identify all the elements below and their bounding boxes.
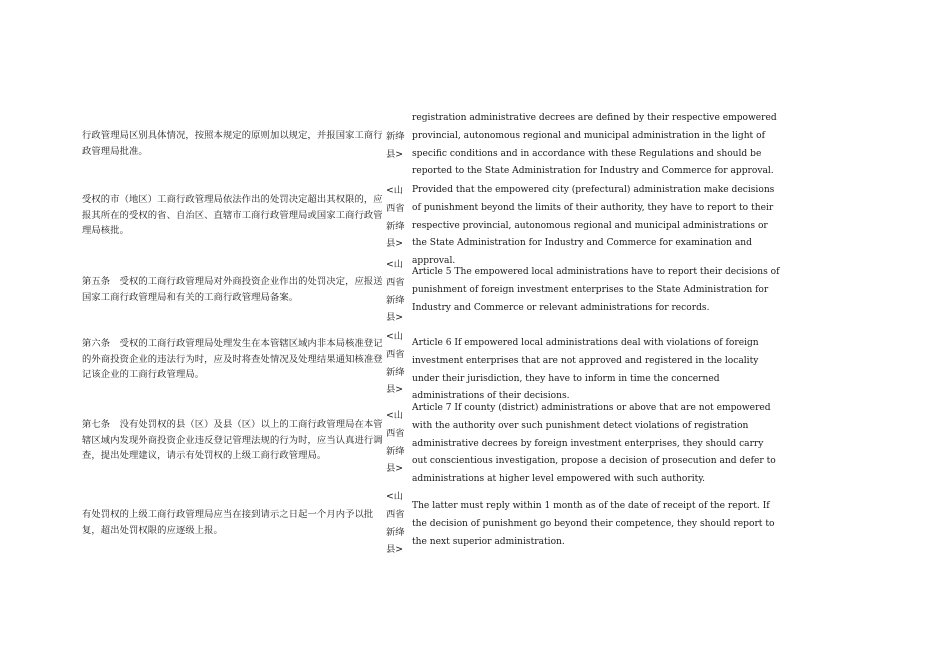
chinese-text-3: 第五条 受权的工商行政管理局对外商投资企业作出的处罚决定，应报送国家工商行政管理局和有关的工商行政管理局备案。 [82, 276, 383, 303]
location-tag-5: <山西省新绛县> [386, 407, 410, 478]
location-tag-4: <山西省新绛县> [386, 328, 410, 399]
english-text-3: Article 5 The empowered local administrations have to report their decisions of punishment of foreign investment enterprises to the State Administration for Industry and Commerce or relevant administrations for records. [412, 267, 780, 313]
english-text-4: Article 6 If empowered local administrations deal with violations of foreign investment enterprises that are not approved and registered in the locality under their jurisdiction, they have to inform in time the concerned administrations of their decisions. [412, 338, 759, 402]
chinese-text-6: 有处罚权的上级工商行政管理局应当在接到请示之日起一个月内予以批复，超出处罚权限的应逐级上报。 [82, 509, 374, 536]
chinese-text-5: 第七条 没有处罚权的县（区）及县（区）以上的工商行政管理局在本管辖区域内发现外商投资企业违反登记管理法规的行为时，应当认真进行调查，提出处理建议，请示有处罚权的上级工商行政管理局。 [82, 419, 383, 461]
english-text-2: Provided that the empowered city (prefectural) administration make decisions of punishment beyond the limits of their authority, they have to report to their respective provincial, autonomous regional and municipal administrations or the State Administration for Industry and Commerce for examination and approval. [412, 185, 775, 267]
english-text-6: The latter must reply within 1 month as of the date of receipt of the report. If the decision of punishment go beyond their competence, they should report to the next superior administration. [412, 501, 775, 547]
chinese-text-4: 第六条 受权的工商行政管理局处理发生在本管辖区域内非本局核准登记的外商投资企业的违法行为时，应及时将查处情况及处理结果通知核准登记该企业的工商行政管理局。 [82, 338, 383, 380]
location-tag-2: <山西省新绛县> [386, 182, 410, 253]
location-tag-6: <山西省新绛县> [386, 488, 410, 559]
english-text-5: Article 7 If county (district) administrations or above that are not empowered with the authority over such punishment detect violations of registration administrative decrees by foreign investment enterprises, they should carry out conscientious investigation, propose a decision of prosecution and defer to administrations at higher level empowered with such authority. [412, 403, 776, 485]
chinese-text-1: 行政管理局区别具体情况，按照本规定的原则加以规定，并报国家工商行政管理局批准。 [82, 130, 383, 157]
location-tag-1: 新绛县> [386, 128, 410, 164]
chinese-text-2: 受权的市（地区）工商行政管理局依法作出的处罚决定超出其权限的，应报其所在的受权的省、自治区、直辖市工商行政管理局或国家工商行政管理局核批。 [82, 194, 383, 236]
location-tag-3: <山西省新绛县> [386, 256, 410, 327]
english-text-1: registration administrative decrees are defined by their respective empowered provincial, autonomous regional and municipal administration in the light of specific conditions and in accordance with these Regulations and should be reported to the State Administration for Industry and Commerce for approval. [412, 113, 777, 177]
